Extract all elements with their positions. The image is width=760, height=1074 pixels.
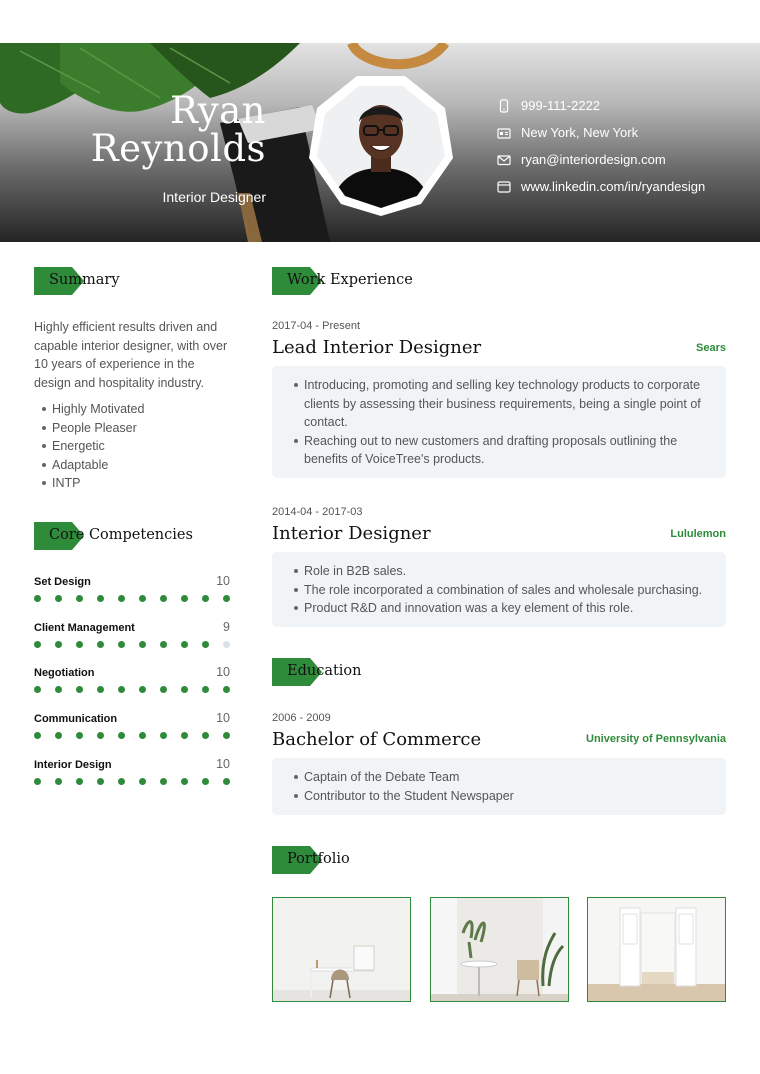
trait-item: Highly Motivated xyxy=(34,400,144,419)
rating-dot xyxy=(97,686,104,693)
rating-dot xyxy=(76,641,83,648)
skill-name: Communication xyxy=(34,713,118,725)
job-company: Lululemon xyxy=(670,528,726,540)
education-bullet: Contributor to the Student Newspaper xyxy=(286,787,706,806)
portfolio-heading-label: Portfolio xyxy=(287,851,350,867)
rating-dot xyxy=(55,732,62,739)
job-title: Lead Interior Designer xyxy=(272,337,482,358)
profile-photo xyxy=(309,72,453,216)
first-name: Ryan xyxy=(170,89,266,132)
skill-score: 10 xyxy=(216,757,230,771)
rating-dot xyxy=(181,778,188,785)
rating-dot xyxy=(118,595,125,602)
rating-dot xyxy=(76,732,83,739)
rating-dot xyxy=(202,732,209,739)
rating-dot xyxy=(118,778,125,785)
skill-rating-dots xyxy=(34,686,230,694)
skill-rating-dots xyxy=(34,732,230,740)
rating-dot xyxy=(97,732,104,739)
contact-email-text: ryan@interiordesign.com xyxy=(521,152,666,167)
trait-item: Adaptable xyxy=(34,456,144,475)
education-degree: Bachelor of Commerce xyxy=(272,729,482,750)
rating-dot xyxy=(202,686,209,693)
job-dates: 2017-04 - Present xyxy=(272,320,361,332)
rating-dot xyxy=(55,595,62,602)
skill-score: 10 xyxy=(216,711,230,725)
rating-dot xyxy=(34,732,41,739)
candidate-name xyxy=(90,89,266,170)
skill-rating-dots xyxy=(34,778,230,786)
rating-dot xyxy=(34,641,41,648)
job-title: Interior Designer xyxy=(272,523,431,544)
skill-name: Client Management xyxy=(34,622,135,634)
rating-dot xyxy=(223,778,230,785)
summary-heading-label: Summary xyxy=(49,272,120,288)
education-description xyxy=(272,758,726,815)
job-company: Sears xyxy=(696,342,726,354)
rating-dot xyxy=(118,641,125,648)
contact-linkedin-text: www.linkedin.com/in/ryandesign xyxy=(521,179,706,194)
rating-dot xyxy=(202,595,209,602)
rating-dot xyxy=(97,595,104,602)
contact-location[interactable] xyxy=(497,119,705,146)
job-dates: 2014-04 - 2017-03 xyxy=(272,506,363,518)
rating-dot xyxy=(34,595,41,602)
rating-dot xyxy=(139,686,146,693)
rating-dot xyxy=(160,641,167,648)
rating-dot xyxy=(76,686,83,693)
rating-dot xyxy=(160,778,167,785)
job-bullet: Reaching out to new customers and drafting proposals outlining the benefits of VoiceTree's products. xyxy=(286,432,706,469)
trait-item: Energetic xyxy=(34,437,144,456)
contact-linkedin[interactable] xyxy=(497,173,705,200)
rating-dot xyxy=(181,595,188,602)
location-icon xyxy=(497,126,511,140)
rating-dot xyxy=(76,778,83,785)
skill-rating-dots xyxy=(34,641,230,649)
summary-traits xyxy=(34,400,144,493)
education-bullet: Captain of the Debate Team xyxy=(286,768,706,787)
rating-dot xyxy=(97,778,104,785)
last-name: Reynolds xyxy=(90,127,266,170)
rating-dot xyxy=(55,641,62,648)
rating-dot xyxy=(181,686,188,693)
rating-dot xyxy=(223,641,230,648)
job-bullet: Role in B2B sales. xyxy=(286,562,706,581)
contact-email[interactable] xyxy=(497,146,705,173)
candidate-role: Interior Designer xyxy=(162,189,266,205)
rating-dot xyxy=(223,732,230,739)
skill-rating-dots xyxy=(34,595,230,603)
skill-score: 9 xyxy=(223,620,230,634)
rating-dot xyxy=(118,686,125,693)
rating-dot xyxy=(139,641,146,648)
rating-dot xyxy=(139,732,146,739)
job-bullet: The role incorporated a combination of sales and wholesale purchasing. xyxy=(286,581,706,600)
education-dates: 2006 - 2009 xyxy=(272,712,331,724)
rating-dot xyxy=(139,595,146,602)
contact-list xyxy=(497,92,705,200)
rating-dot xyxy=(202,641,209,648)
rating-dot xyxy=(34,686,41,693)
experience-heading-label: Work Experience xyxy=(287,272,413,288)
rating-dot xyxy=(160,686,167,693)
rating-dot xyxy=(55,686,62,693)
header-banner xyxy=(0,43,760,242)
rating-dot xyxy=(97,641,104,648)
summary-text: Highly efficient results driven and capable interior designer, with over 10 years of experience in the design and hospitality industry. xyxy=(34,320,228,390)
job-bullet: Product R&D and innovation was a key element of this role. xyxy=(286,599,706,618)
rating-dot xyxy=(160,595,167,602)
linkedin-icon xyxy=(497,180,511,194)
rating-dot xyxy=(76,595,83,602)
phone-icon xyxy=(497,99,511,113)
education-heading-label: Education xyxy=(287,663,362,679)
rating-dot xyxy=(34,778,41,785)
job-description xyxy=(272,366,726,478)
rating-dot xyxy=(223,595,230,602)
skill-name: Set Design xyxy=(34,576,91,588)
education-school: University of Pennsylvania xyxy=(586,733,726,745)
skill-name: Interior Design xyxy=(34,759,112,771)
job-bullet: Introducing, promoting and selling key technology products to corporate clients by assessing their business requirements, being a single point of contact. xyxy=(286,376,706,432)
contact-phone[interactable] xyxy=(497,92,705,119)
portfolio-image-desk[interactable] xyxy=(272,897,411,1002)
rating-dot xyxy=(223,686,230,693)
rating-dot xyxy=(55,778,62,785)
skill-name: Negotiation xyxy=(34,667,95,679)
email-icon xyxy=(497,153,511,167)
portfolio-image-doorway[interactable] xyxy=(587,897,726,1002)
rating-dot xyxy=(181,641,188,648)
rating-dot xyxy=(160,732,167,739)
rating-dot xyxy=(139,778,146,785)
skill-score: 10 xyxy=(216,574,230,588)
skill-score: 10 xyxy=(216,665,230,679)
competencies-heading-label: Core Competencies xyxy=(49,527,193,543)
portfolio-image-dining[interactable] xyxy=(430,897,569,1002)
trait-item: People Pleaser xyxy=(34,419,144,438)
rating-dot xyxy=(118,732,125,739)
rating-dot xyxy=(202,778,209,785)
rating-dot xyxy=(181,732,188,739)
contact-phone-text: 999-111-2222 xyxy=(521,98,601,113)
job-description xyxy=(272,552,726,627)
contact-location-text: New York, New York xyxy=(521,125,639,140)
trait-item: INTP xyxy=(34,474,144,493)
